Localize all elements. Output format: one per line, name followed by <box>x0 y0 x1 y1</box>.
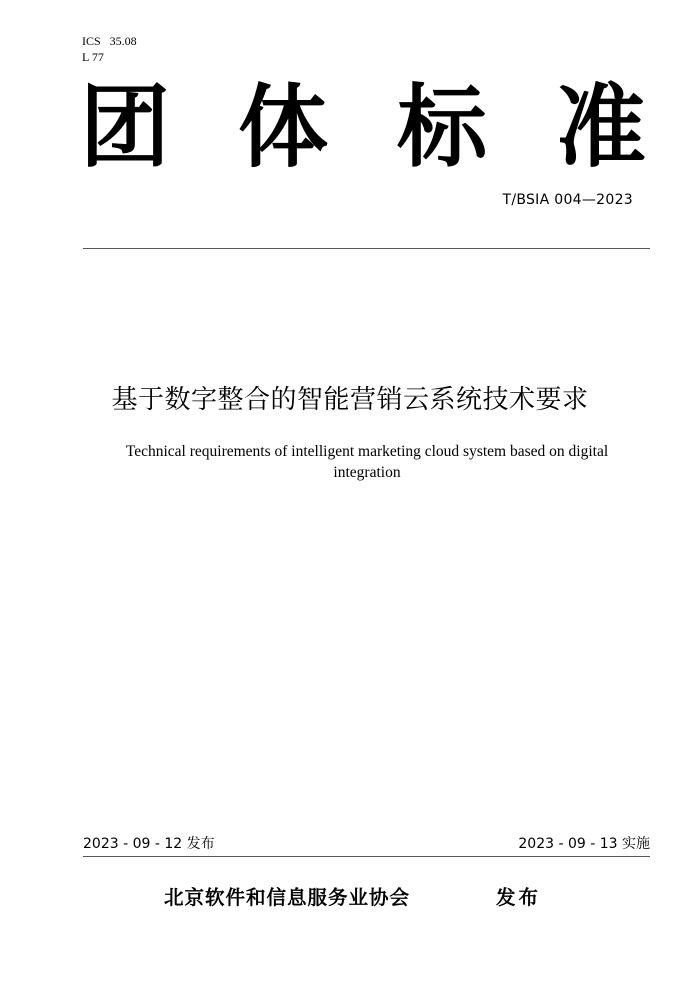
english-title <box>100 441 634 483</box>
publisher-name: 北京软件和信息服务业协会 <box>164 886 411 909</box>
chinese-title: 基于数字整合的智能营销云系统技术要求 <box>111 385 589 415</box>
publisher-verb: 发布 <box>496 886 542 909</box>
standard-number: T/BSIA 004—2023 <box>502 192 633 208</box>
ccs-code: L 77 <box>82 50 104 64</box>
implementation-date: 2023 - 09 - 13 实施 <box>518 836 650 852</box>
title-char-2: 体 <box>238 75 328 180</box>
title-char-4: 准 <box>556 75 646 180</box>
title-char-3: 标 <box>397 75 487 180</box>
bottom-divider <box>83 856 650 857</box>
english-title-line-2: integration <box>333 464 401 481</box>
top-divider <box>83 248 650 249</box>
standard-type-title <box>80 75 646 180</box>
english-title-line-1: Technical requirements of intelligent marketing cloud system based on digital <box>125 443 609 460</box>
title-char-1: 团 <box>80 75 170 180</box>
ics-code: ICS 35.08 <box>82 34 137 48</box>
publish-date: 2023 - 09 - 12 发布 <box>83 836 215 852</box>
